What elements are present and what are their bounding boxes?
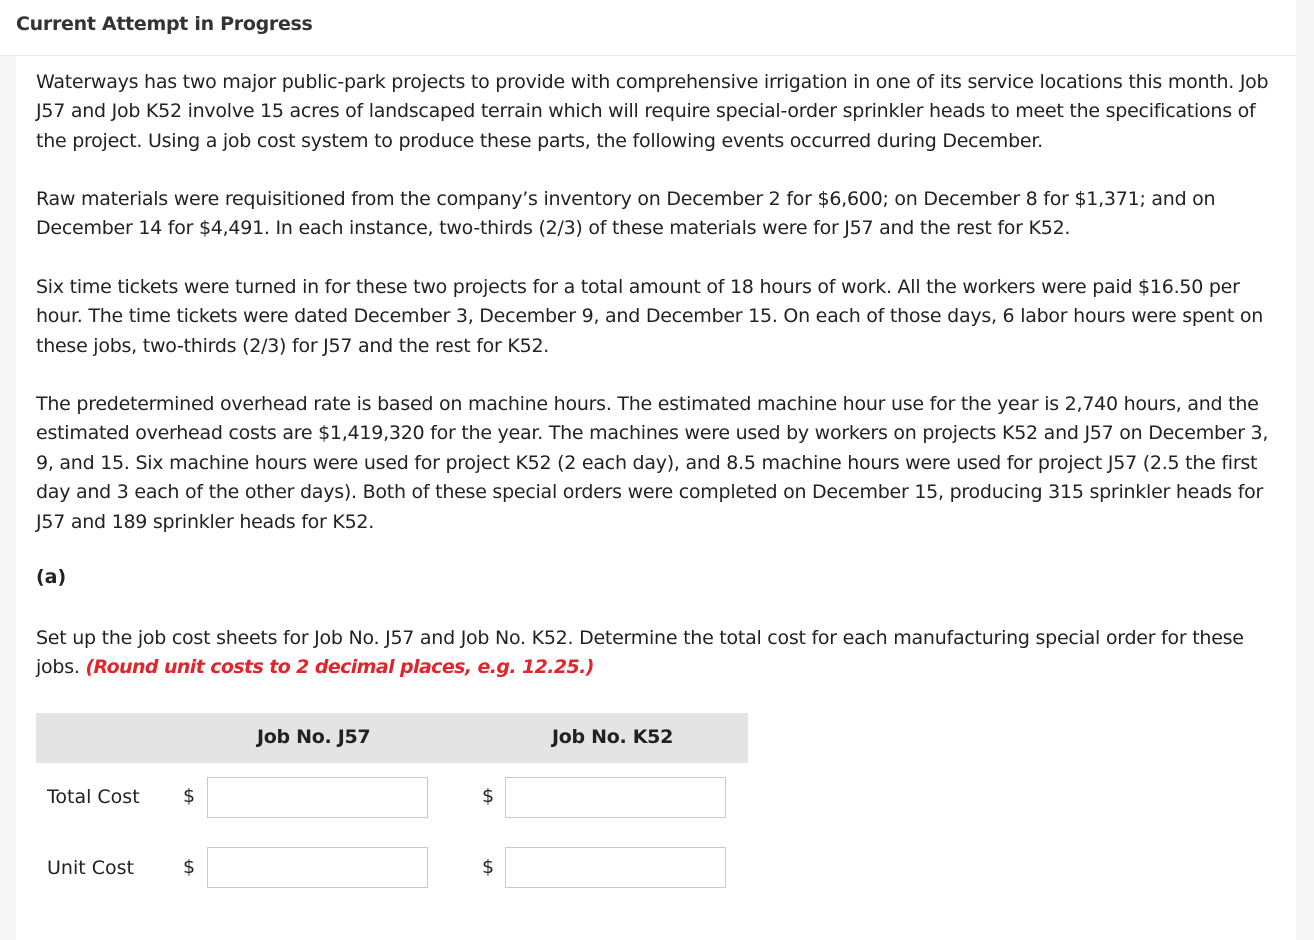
problem-paragraph-2: Raw materials were requisitioned from the company’s inventory on December 2 for $6,600; on December 8 for $1,371; and on December 14 for $4,491. In each instance, two-thirds (2/3) of these materials were for J57 and the rest for K52. (36, 188, 1216, 240)
currency-symbol: $ (183, 785, 196, 807)
attempt-status-title: Current Attempt in Progress (16, 13, 313, 35)
column-header-j57: Job No. J57 (257, 726, 371, 748)
j57-total-cost-input[interactable] (207, 777, 428, 818)
question-panel (16, 56, 1296, 940)
problem-paragraph-3: Six time tickets were turned in for these two projects for a total amount of 18 hours of work. All the workers were paid $16.50 per hour. The time tickets were dated December 3, December 9, and December 15. On each of those days, 6 labor hours were spent on these jobs, two-thirds (2/3) for J57 and the rest for K52. (36, 276, 1264, 357)
column-header-k52: Job No. K52 (552, 726, 673, 748)
part-a-label: (a) (36, 566, 67, 588)
part-a-instruction (36, 624, 1276, 683)
j57-unit-cost-input[interactable] (207, 847, 428, 888)
k52-total-cost-input[interactable] (505, 777, 726, 818)
k52-unit-cost-input[interactable] (505, 847, 726, 888)
currency-symbol: $ (482, 785, 495, 807)
header-bar (0, 0, 1296, 56)
row-label-total-cost: Total Cost (47, 786, 140, 808)
row-label-unit-cost: Unit Cost (47, 857, 134, 879)
instruction-text: Set up the job cost sheets for Job No. J57 and Job No. K52. Determine the total cost for each manufacturing special order for these jobs. (36, 627, 1244, 679)
job-table-header (36, 713, 748, 763)
problem-paragraph-4: The predetermined overhead rate is based on machine hours. The estimated machine hour use for the year is 2,740 hours, and the estimated overhead costs are $1,419,320 for the year. The machines were used by workers on projects K52 and J57 on December 3, 9, and 15. Six machine hours were used for project K52 (2 each day), and 8.5 machine hours were used for project J57 (2.5 the first day and 3 each of the other days). Both of these special orders were completed on December 15, producing 315 sprinkler heads for J57 and 189 sprinkler heads for K52. (36, 393, 1269, 533)
currency-symbol: $ (183, 856, 196, 878)
currency-symbol: $ (482, 856, 495, 878)
problem-paragraph-1: Waterways has two major public-park projects to provide with comprehensive irrigation in one of its service locations this month. Job J57 and Job K52 involve 15 acres of landscaped terrain which will require special-order sprinkler heads to meet the specifications of the project. Using a job cost system to produce these parts, the following events occurred during December. (36, 71, 1269, 152)
rounding-note: (Round unit costs to 2 decimal places, e.g. 12.25.) (85, 656, 594, 679)
